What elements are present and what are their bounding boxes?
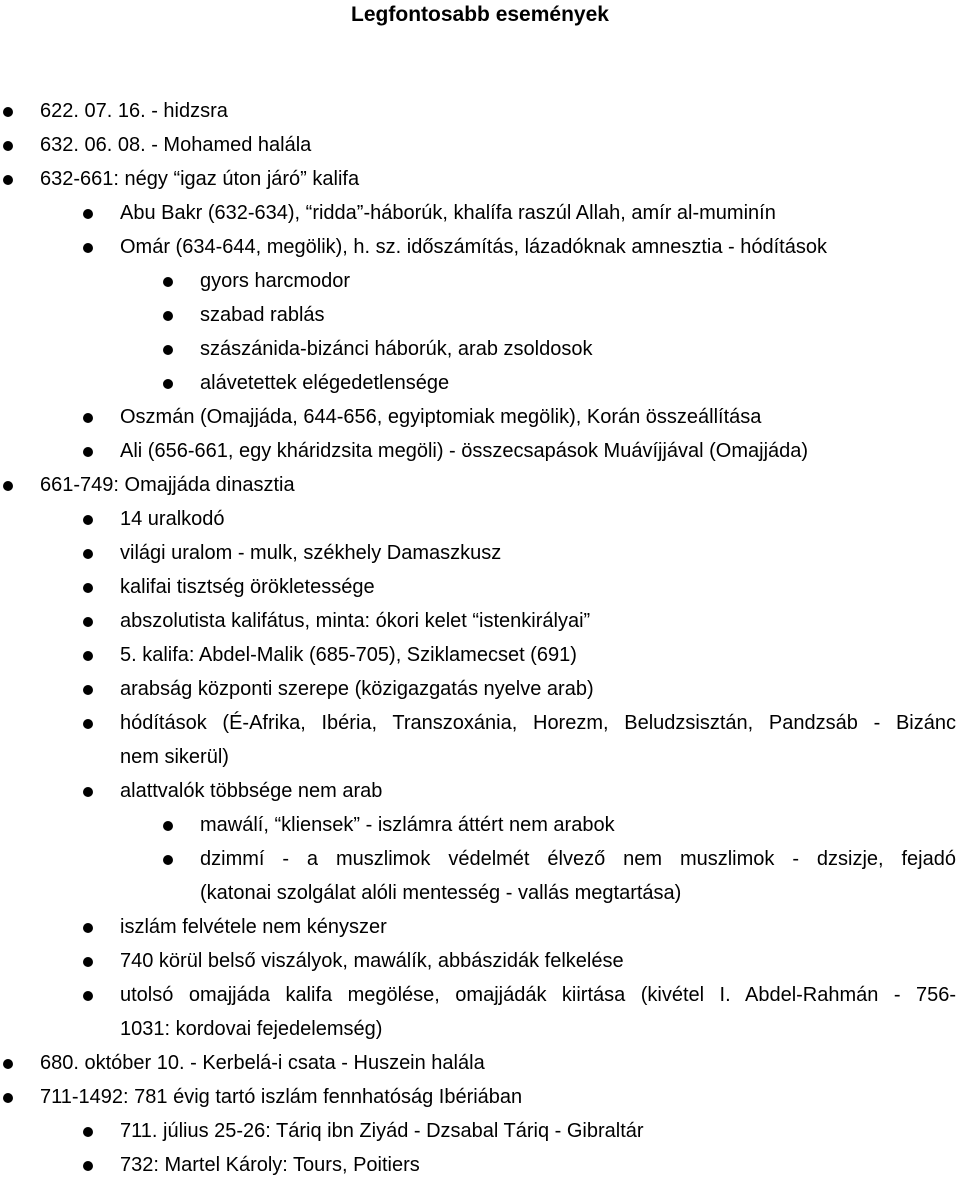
list-item-text: abszolutista kalifátus, minta: ókori kelet “istenkirályai” — [120, 610, 591, 632]
list-item-text: 711-1492: 781 évig tartó iszlám fennhatóság Ibériában — [40, 1086, 523, 1108]
list-bullet — [83, 413, 93, 423]
list-item-text: nem sikerül) — [120, 746, 229, 768]
list-item-text: kalifai tisztség örökletessége — [120, 576, 375, 598]
list-item-text: mawálí, “kliensek” - iszlámra áttért nem arabok — [200, 814, 615, 836]
list-bullet — [83, 515, 93, 525]
list-item-text: hódítások (É-Afrika, Ibéria, Transzoxánia, Horezm, Beludzsisztán, Pandzsáb - Bizánc — [120, 712, 956, 734]
list-bullet — [83, 685, 93, 695]
list-item-text: gyors harcmodor — [200, 270, 351, 292]
list-item-text: szabad rablás — [200, 304, 325, 326]
list-bullet — [83, 209, 93, 219]
list-bullet — [3, 175, 13, 185]
list-bullet — [3, 1059, 13, 1069]
list-item-text: világi uralom - mulk, székhely Damaszkusz — [120, 542, 502, 564]
list-item-text: alattvalók többsége nem arab — [120, 780, 383, 802]
list-bullet — [83, 1127, 93, 1137]
list-bullet — [163, 345, 173, 355]
list-item-text: 732: Martel Károly: Tours, Poitiers — [120, 1154, 420, 1176]
list-bullet — [83, 651, 93, 661]
list-item-text: 632-661: négy “igaz úton járó” kalifa — [40, 168, 360, 190]
list-item-text: szászánida-bizánci háborúk, arab zsoldosok — [200, 338, 593, 360]
list-item-text: Ali (656-661, egy kháridzsita megöli) - összecsapások Muávíjjával (Omajjáda) — [120, 440, 809, 462]
list-bullet — [3, 141, 13, 151]
list-item-text: 14 uralkodó — [120, 508, 225, 530]
list-bullet — [163, 855, 173, 865]
list-bullet — [83, 243, 93, 253]
list-item-text: Oszmán (Omajjáda, 644-656, egyiptomiak megölik), Korán összeállítása — [120, 406, 762, 428]
list-bullet — [3, 481, 13, 491]
list-item-text: arabság központi szerepe (közigazgatás nyelve arab) — [120, 678, 594, 700]
list-bullet — [83, 583, 93, 593]
list-item-text: 622. 07. 16. - hidzsra — [40, 100, 228, 122]
list-item-text: utolsó omajjáda kalifa megölése, omajjádák kiirtása (kivétel I. Abdel-Rahmán - 756- — [120, 984, 956, 1006]
list-bullet — [163, 311, 173, 321]
list-item-text: 680. október 10. - Kerbelá-i csata - Huszein halála — [40, 1052, 485, 1074]
list-item-text: 661-749: Omajjáda dinasztia — [40, 474, 295, 496]
list-item-text: alávetettek elégedetlensége — [200, 372, 450, 394]
list-item-text: 711. július 25-26: Táriq ibn Ziyád - Dzsabal Táriq - Gibraltár — [120, 1120, 644, 1142]
list-bullet — [83, 923, 93, 933]
list-bullet — [3, 107, 13, 117]
list-item-text: iszlám felvétele nem kényszer — [120, 916, 387, 938]
list-bullet — [83, 1161, 93, 1171]
list-bullet — [3, 1093, 13, 1103]
list-bullet — [83, 719, 93, 729]
list-bullet — [163, 379, 173, 389]
list-item-text: 1031: kordovai fejedelemség) — [120, 1018, 383, 1040]
list-item-text: Omár (634-644, megölik), h. sz. időszámítás, lázadóknak amnesztia - hódítások — [120, 236, 827, 258]
list-bullet — [83, 787, 93, 797]
list-bullet — [163, 821, 173, 831]
list-item-text: Abu Bakr (632-634), “ridda”-háborúk, khalífa raszúl Allah, amír al-muminín — [120, 202, 776, 224]
list-bullet — [83, 617, 93, 627]
list-bullet — [83, 549, 93, 559]
list-bullet — [83, 447, 93, 457]
list-item-text: 632. 06. 08. - Mohamed halála — [40, 134, 312, 156]
list-item-text: 740 körül belső viszályok, mawálík, abbászidák felkelése — [120, 950, 624, 972]
list-item-text: (katonai szolgálat alóli mentesség - vallás megtartása) — [200, 882, 682, 904]
list-bullet — [83, 957, 93, 967]
page-title: Legfontosabb események — [351, 3, 609, 26]
list-bullet — [163, 277, 173, 287]
list-bullet — [83, 991, 93, 1001]
list-item-text: dzimmí - a muszlimok védelmét élvező nem muszlimok - dzsizje, fejadó — [200, 848, 956, 870]
list-item-text: 5. kalifa: Abdel-Malik (685-705), Sziklamecset (691) — [120, 644, 577, 666]
